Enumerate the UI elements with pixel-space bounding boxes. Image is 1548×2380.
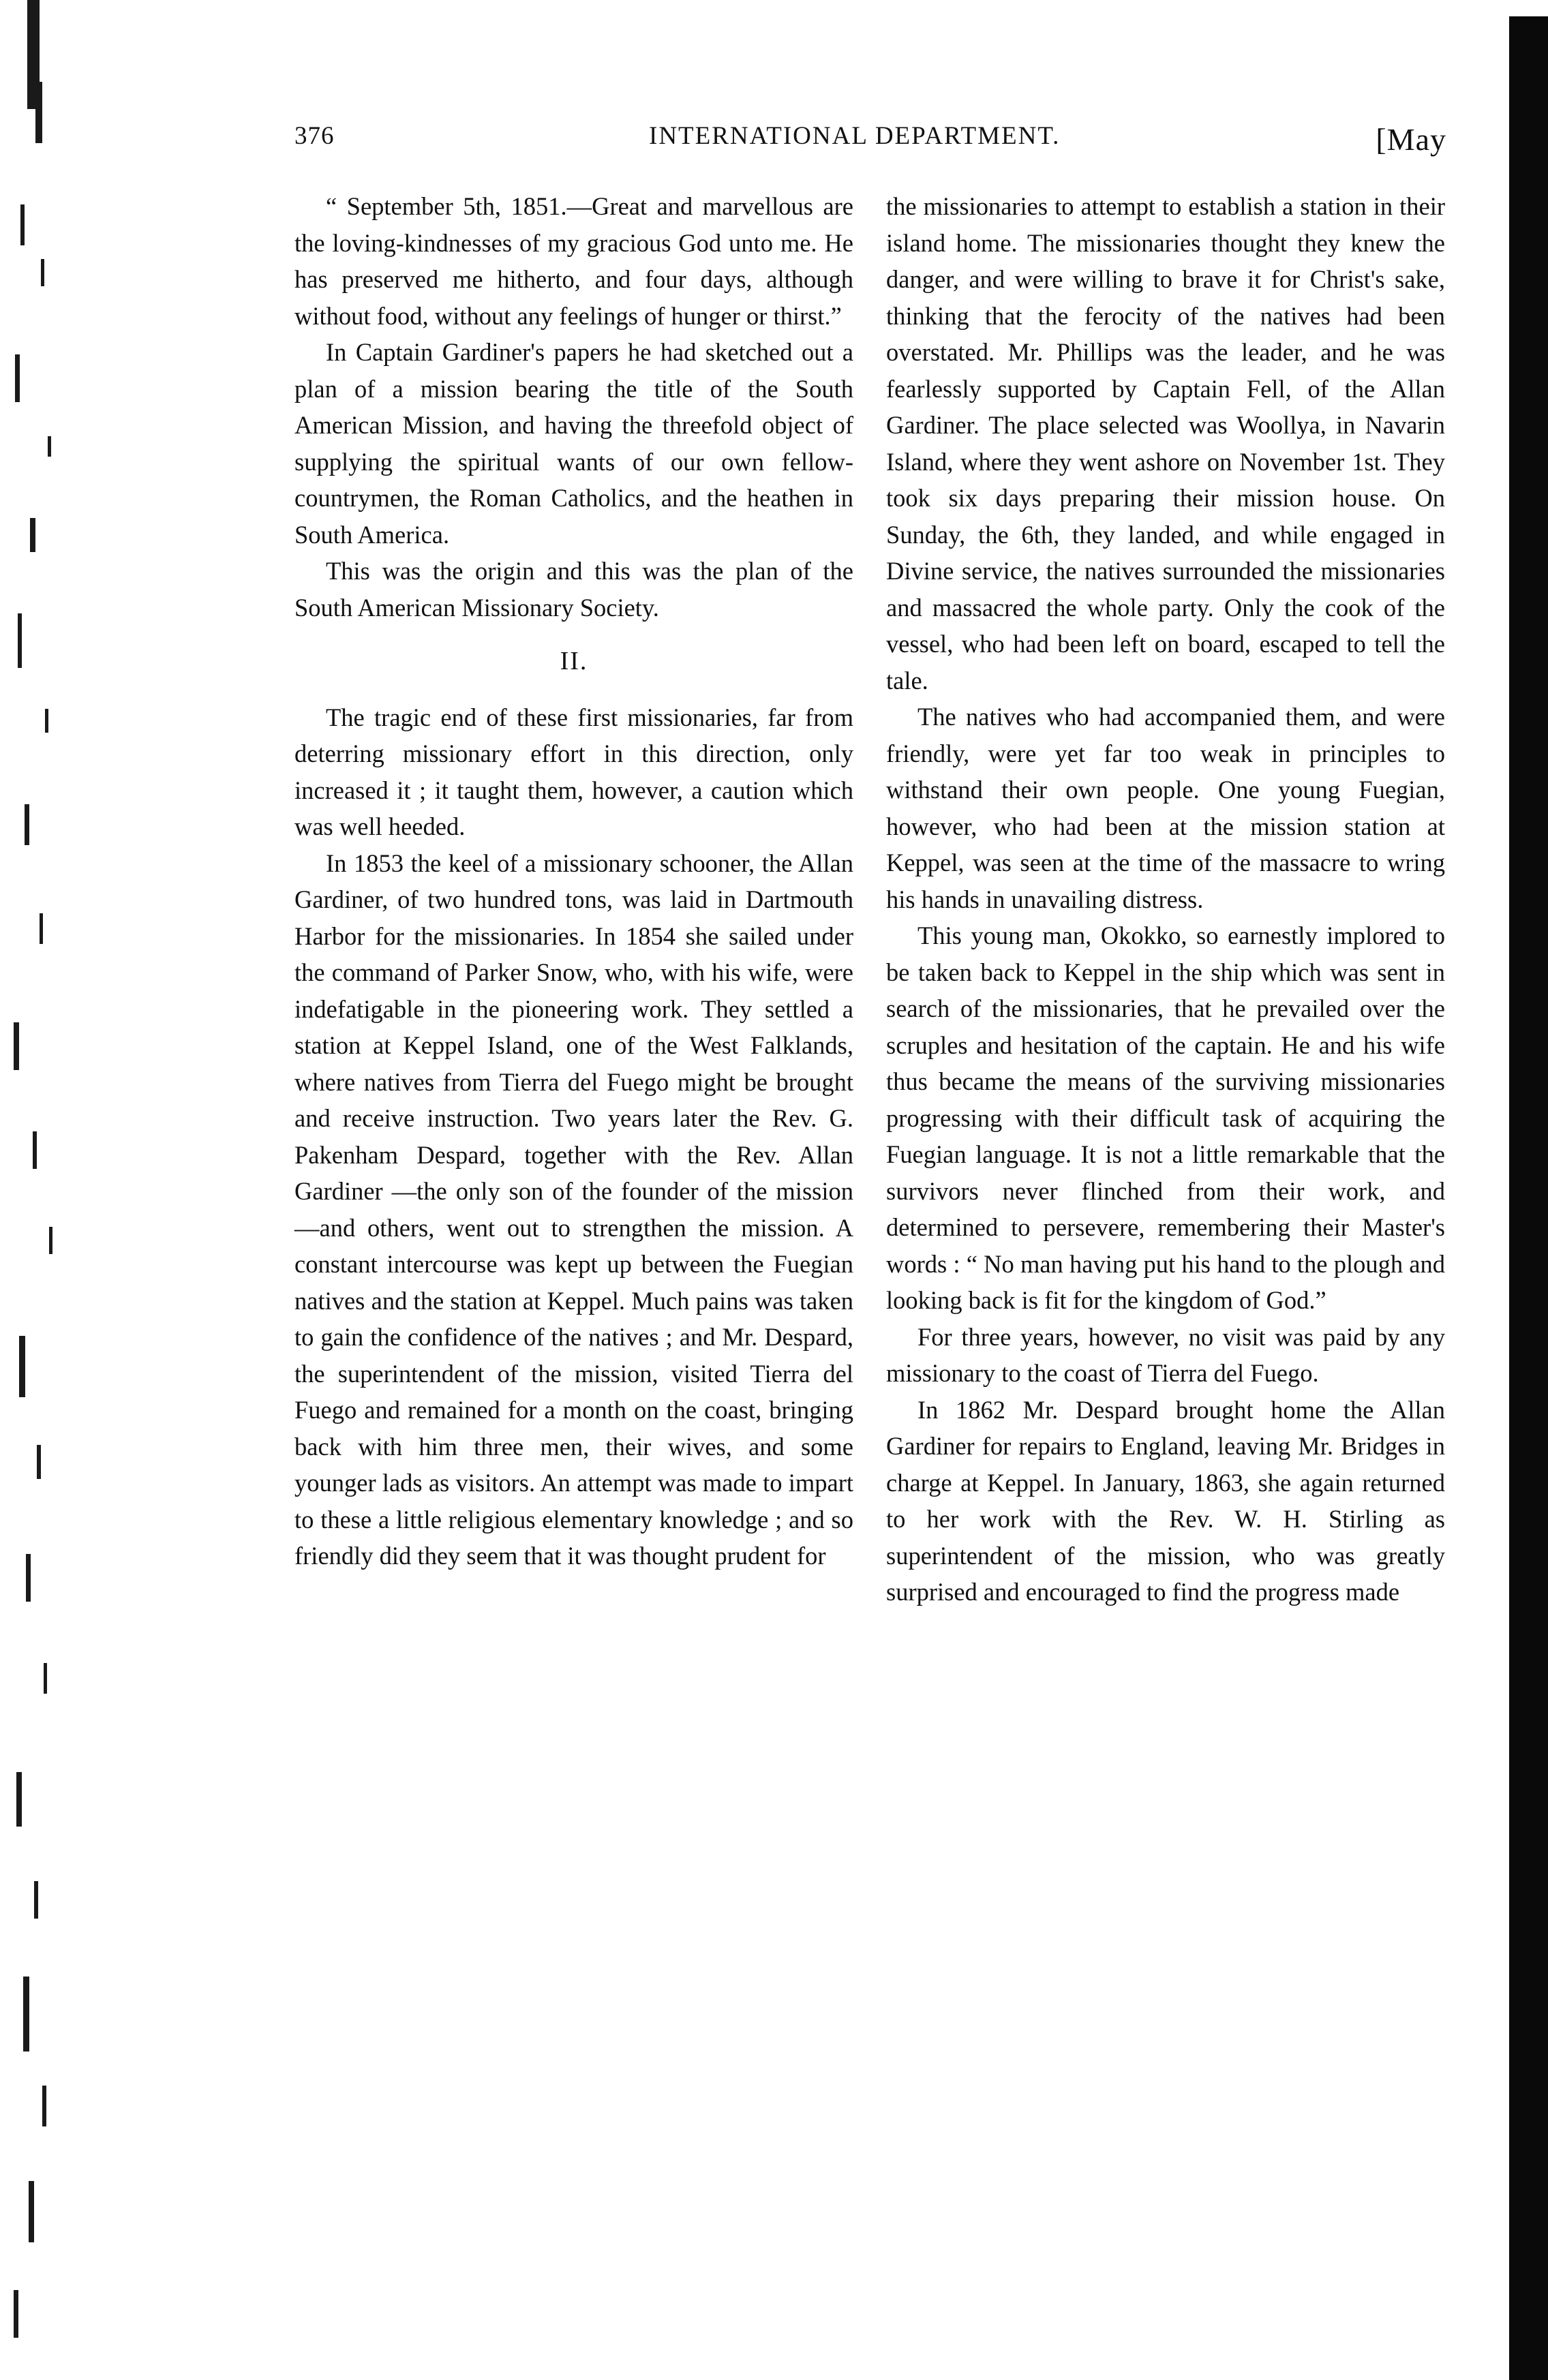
- paragraph: The natives who had accompanied them, and were friendly, were yet far too weak in principles to withstand their own people. One young Fuegian, however, who had been at the mission station at Keppel, was seen at the time of the massacre to wring his hands in unavailing distress.: [886, 703, 1445, 913]
- paragraph: In Captain Gardiner's papers he had sketched out a plan of a mission bearing the title of the South American Mission, and having the threefold object of supplying the spiritual wants of our own fellow-countrymen, the Roman Catholics, and the heathen in South America.: [294, 338, 853, 549]
- paragraph: “ September 5th, 1851.—Great and marvellous are the loving-kindnesses of my gracious God unto me. He has preserved me hitherto, and four days, although without food, without any feelings of hunger or thirst.”: [294, 192, 853, 330]
- issue-month: [May: [1376, 122, 1446, 157]
- paragraph: For three years, however, no visit was paid by any missionary to the coast of Tierra del Fuego.: [886, 1322, 1445, 1387]
- page-number: 376: [294, 122, 335, 150]
- scan-edge-artifact: [0, 0, 102, 2380]
- paragraph: This young man, Okokko, so earnestly implored to be taken back to Keppel in the ship which was sent in search of the missionaries, that he prevailed over the scruples and hesitation of the captain. He and his wife thus became the means of the surviving missionaries progressing with their difficult task of acquiring the Fuegian language. It is not a little remarkable that the survivors never flinched from their work, and determined to persevere, remembering their Master's words : “ No man having put his hand to the plough and looking back is fit for the kingdom of God.”: [886, 921, 1445, 1314]
- paragraph: The tragic end of these first missionaries, far from deterring missionary effort in this direction, only increased it ; it taught them, however, a caution which was well heeded.: [294, 703, 853, 840]
- section-heading: II.: [560, 647, 588, 675]
- running-title: INTERNATIONAL DEPARTMENT.: [649, 122, 1061, 150]
- paragraph: In 1853 the keel of a missionary schooner, the Allan Gardiner, of two hundred tons, was laid in Dartmouth Harbor for the missionaries. In 1854 she sailed under the command of Parker Snow, who, with his wife, were indefatigable in the pioneering work. They settled a station at Keppel Island, one of the West Falklands, where natives from Tierra del Fuego might be brought and receive instruction. Two years later the Rev. G. Pakenham Despard, together with the Rev. Allan Gardiner —the only son of the founder of the mission—and others, went out to strengthen the mission. A constant intercourse was kept up between the Fuegian natives and the station at Keppel. Much pains was taken to gain the confidence of the natives ; and Mr. Despard, the superintendent of the mission, visited Tierra del Fuego and remained for a month on the coast, bringing back with him three men, their wives, and some younger lads as visitors. An attempt was made to impart to these a little religious elementary knowledge ; and so friendly did they seem that it was thought prudent for: [294, 849, 853, 1570]
- running-head: [294, 121, 1446, 169]
- paragraph: the missionaries to attempt to establish a station in their island home. The missionaries thought they knew the danger, and were willing to brave it for Christ's sake, thinking that the ferocity of the natives had been overstated. Mr. Phillips was the leader, and he was fearlessly supported by Captain Fell, of the Allan Gardiner. The place selected was Woollya, in Navarin Island, where they went ashore on November 1st. They took six days preparing their mission house. On Sunday, the 6th, they landed, and while engaged in Divine service, the natives surrounded the missionaries and massacred the whole party. Only the cook of the vessel, who had been left on board, escaped to tell the tale.: [886, 192, 1445, 695]
- paragraph: This was the origin and this was the plan of the South American Missionary Society.: [294, 557, 853, 622]
- paragraph: In 1862 Mr. Despard brought home the Allan Gardiner for repairs to England, leaving Mr. Bridges in charge at Keppel. In January, 1863, she again returned to her work with the Rev. W. H. Stirling as superintendent of the mission, who was greatly surprised and encouraged to find the progress made: [886, 1395, 1445, 1606]
- right-column: [886, 188, 1445, 1611]
- scan-edge-bar: [1509, 16, 1548, 2380]
- left-column: [294, 188, 853, 1574]
